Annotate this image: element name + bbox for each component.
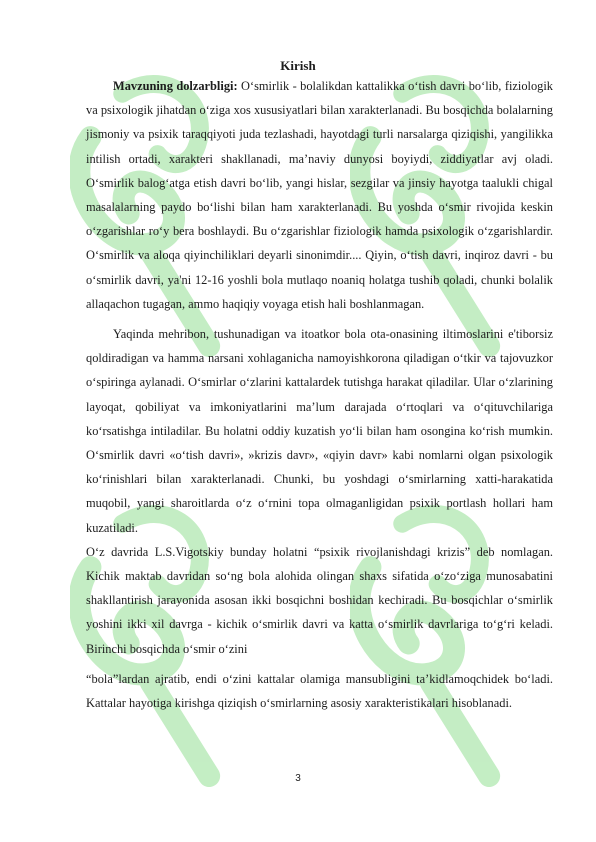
body-text [86, 74, 553, 715]
relevance-lead: Mavzuning dolzarbligi: [113, 79, 238, 93]
paragraph-second: Yaqinda mehribon, tushunadigan va itoatkor bola ota-onasining iltimoslarini e'tiborsiz qoldiradigan va hamma narsani xohlaganicha namoyishkorona qiladigan o‘tkir va tajovuzkor o‘spiringa aylanadi. O‘smirlar o‘zlarini kattalardek tutishga harakat qiladilar. Ular o‘zlarining layoqat, qobiliyat va imkoniyatlarini ma’lum darajada o‘rtoqlari va o‘qituvchilariga ko‘rsatishga intiladilar. Bu holatni oddiy kuzatish yo‘li bilan ham osongina ko‘rish mumkin. O‘smirlik davri «o‘tish davri», »krizis davr», «qiyin davr» kabi nomlarni olgan psixologik ko‘rinishlari bilan xarakterlanadi. Chunki, bu yoshdagi o‘smirlarning xatti-harakatida muqobil, yangi sharoitlarda o‘z o‘rnini topa olmaganligidan psixik portlash hollari ham kuzatiladi. [86, 327, 553, 535]
paragraph-relevance [86, 74, 553, 316]
paragraph-fourth: “bola”lardan ajratib, endi o‘zini kattalar olamiga mansubligini ta’kidlamoqchidek bo‘ladi. Kattalar hayotiga kirishga qiziqish o‘smirlarning asosiy xarakteristikalari hisoblanadi. [86, 671, 553, 711]
page-number: 3 [295, 773, 301, 784]
relevance-text: O‘smirlik - bolalikdan kattalikka o‘tish davri bo‘lib, fiziologik va psixologik jihatdan o‘ziga xos xususiyatlari bilan xarakterlanadi. Bu bosqichda bolalarning jismoniy va psixik taraqqiyoti juda tezlashadi, hayotdagi turli narsalarga qiziqishi, yangilikka intilish ortadi, xarakteri shakllanadi, ma’naviy dunyosi boyiydi, ziddiyatlar avj oladi. O‘smirlik balog‘atga etish davri bo‘lib, yangi hislar, sezgilar va jinsiy hayotga taalukli chigal masalalarning paydo bo‘lishi bilan ham xarakterlanadi. Bu yoshda o‘smir rivojida keskin o‘zgarishlar ro‘y bera boshlaydi. Bu o‘zgarishlar fiziologik hamda psixologik o‘zgarishlardir. O‘smirlik va aloqa qiyinchiliklari deyarli sinonimdir.... Qiyin, o‘tish davri, inqiroz davri - bu o‘smirlik davri, ya'ni 12-16 yoshli bola mutlaqo noaniq holatga tushib qoladi, chunki bolalik allaqachon tugagan, ammo haqiqiy voyaga etish hali boshlanmagan. [86, 79, 553, 311]
section-heading: Kirish [280, 58, 316, 73]
paragraph-third: O‘z davrida L.S.Vigotskiy bunday holatni “psixik rivojlanishdagi krizis” deb nomlagan. Kichik maktab davridan so‘ng bola alohida olingan shaxs sifatida o‘zo‘ziga munosabatini shakllantirish jarayonida asosan ikki bosqichni boshidan kechiradi. Bu bosqichlar o‘smirlik yoshini ikki xil davrga - kichik o‘smirlik davri va katta o‘smirlik davrlariga to‘g‘ri keladi. Birinchi bosqichda o‘smir o‘zini [86, 544, 553, 656]
